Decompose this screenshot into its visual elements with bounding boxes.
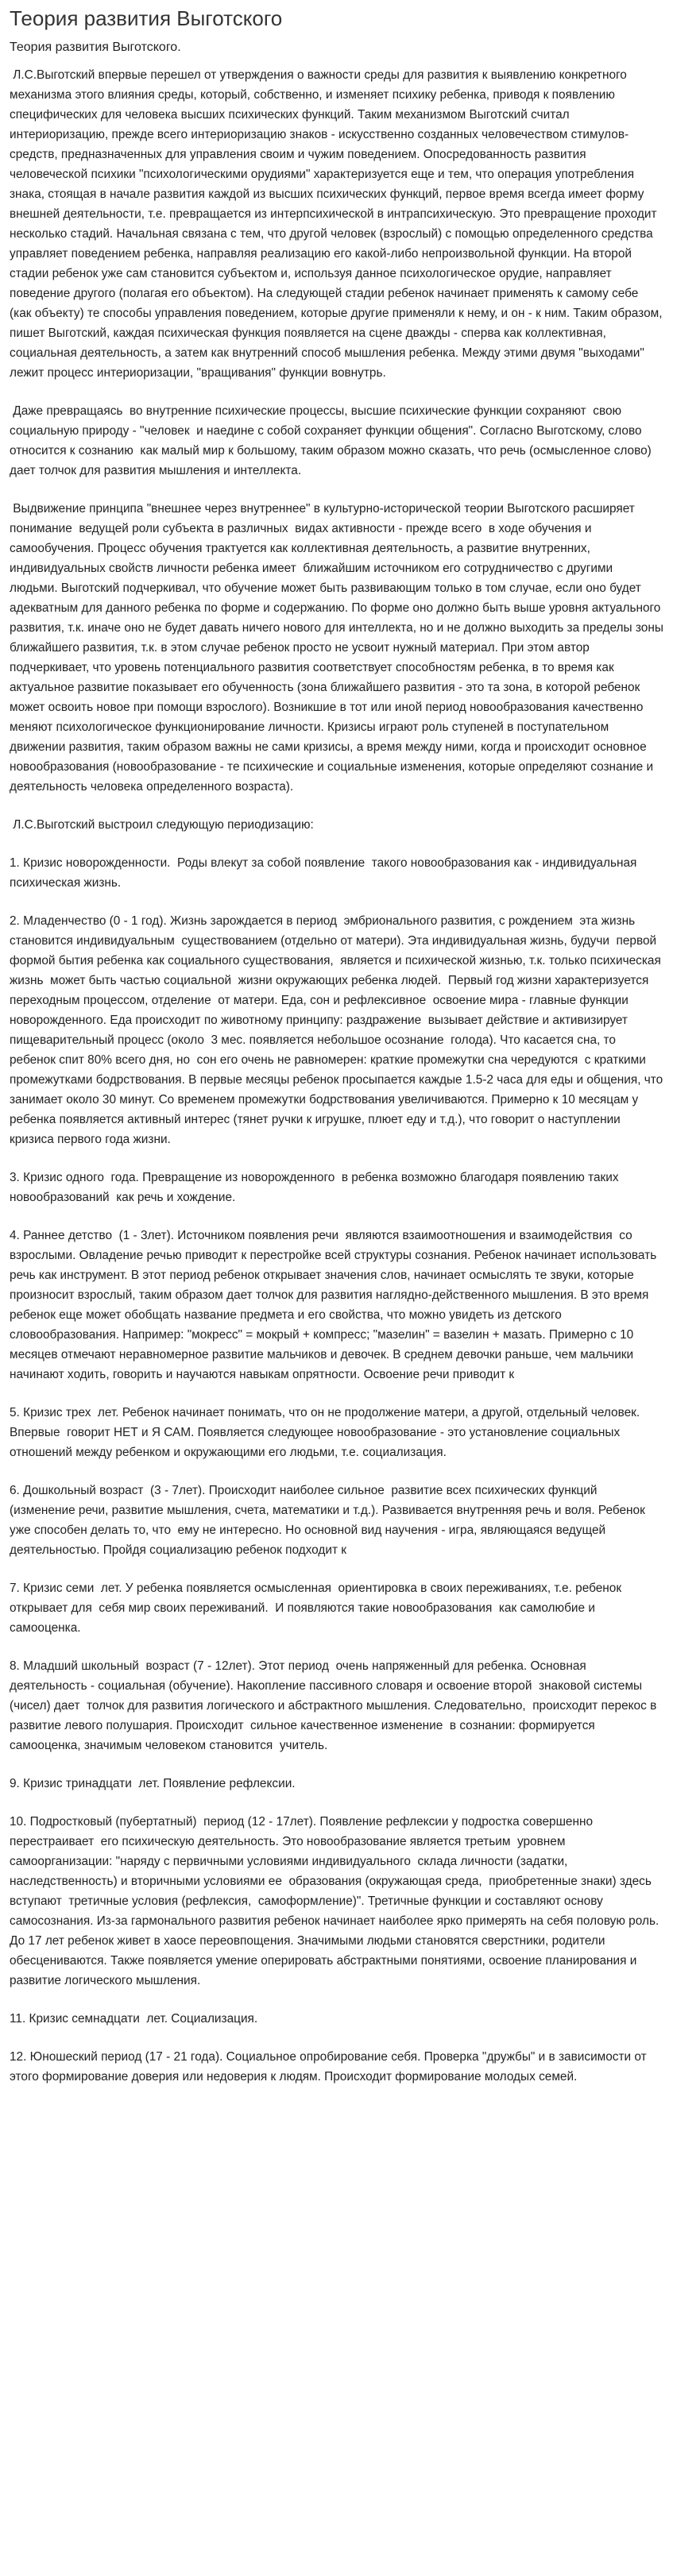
- list-item-early-childhood: 4. Раннее детство (1 - 3лет). Источником появления речи являются взаимоотношения и взаимодействия со взрослыми. Овладение речью приводит к перестройке всей структуры сознания. Ребенок начинает использовать речь как инструмент. В этот период ребенок открывает значения слов, начинает осмыслять те звуки, которые произносит взрослый, таким образом дает толчок для развития наглядно-действенного мышления. В это время ребенок еще может обобщать название предмета и его свойства, что можно увидеть из детского словообразования. Например: "мокресс" = мокрый + компресс; "мазелин" = вазелин + мазать. Примерно с 10 месяцев отмечают неравномерное развитие мальчиков и девочек. В среднем девочки раньше, чем мальчики начинают ходить, говорить и научаются навыкам опрятности. Освоение речи приводит к: [10, 1229, 660, 1381]
- list-item-seven-year-crisis: 7. Кризис семи лет. У ребенка появляется осмысленная ориентировка в своих переживаниях, т.е. ребенок открывает для себя мир своих переживаний. И появляются такие новообразования как самолюбие и самооценка.: [10, 1582, 625, 1635]
- article-body: [10, 65, 667, 2087]
- page-subtitle: Теория развития Выготского.: [10, 41, 181, 54]
- paragraph-periodization-intro: Л.С.Выготский выстроил следующую периодизацию:: [10, 818, 314, 832]
- list-item-seventeen-year-crisis: 11. Кризис семнадцати лет. Социализация.: [10, 2012, 258, 2026]
- page-title: Теория развития Выготского: [10, 6, 283, 30]
- paragraph-intro: Л.С.Выготский впервые перешел от утверждения о важности среды для развития к выявлению конкретного механизма этого влияния среды, который, собственно, и изменяет психику ребенка, приводя к появлению специфических для человека высших психических функций. Таким механизмом Выготский считал интериоризацию, прежде всего интериоризацию знаков - искусственно созданных человечеством стимулов-средств, предназначенных для управления своим и чужим поведением. Опосредованность развития человеческой психики "психологическими орудиями" характеризуется еще и тем, что операция употребления знака, стоящая в начале развития каждой из высших психических функций, первое время всегда имеет форму внешней деятельности, т.е. превращается из интерпсихической в интрапсихическую. Это превращение проходит несколько стадий. Начальная связана с тем, что другой человек (взрослый) с помощью определенного средства управляет поведением ребенка, направляя реализацию его какой-либо непроизвольной функции. На второй стадии ребенок уже сам становится субъектом и, используя данное психологическое орудие, направляет поведение другого (полагая его объектом). На следующей стадии ребенок начинает применять к самому себе (как объекту) те способы управления поведением, которые другие применяли к нему, и он - к ним. Таким образом, пишет Выготский, каждая психическая функция появляется на сцене дважды - сперва как коллективная, социальная деятельность, а затем как внутренний способ мышления ребенка. Между этими двумя "выходами" лежит процесс интериоризации, "вращивания" функции вовнутрь.: [10, 68, 666, 380]
- list-item-preschool: 6. Дошкольный возраст (3 - 7лет). Происходит наиболее сильное развитие всех психических функций (изменение речи, развитие мышления, счета, математики и т.д.). Развивается внутренняя речь и воля. Ребенок уже способен делать то, что ему не интересно. Но основной вид научения - игра, являющаяся ведущей деятельностью. Пройдя социализацию ребенок подходит к: [10, 1484, 652, 1557]
- list-item-thirteen-year-crisis: 9. Кризис тринадцати лет. Появление рефлексии.: [10, 1777, 296, 1790]
- list-item-three-year-crisis: 5. Кризис трех лет. Ребенок начинает понимать, что он не продолжение матери, а другой, отдельный человек. Впервые говорит НЕТ и Я САМ. Появляется следующее новообразование - это установление социальных отношений между ребенком и окружающими его людьми, т.е. социализация.: [10, 1406, 644, 1459]
- list-item-youth: 12. Юношеский период (17 - 21 года). Социальное опробирование себя. Проверка "дружбы" и в зависимости от этого формирование доверия или недоверия к людям. Происходит формирование молодых семей.: [10, 2050, 650, 2084]
- list-item-adolescence: 10. Подростковый (пубертатный) период (12 - 17лет). Появление рефлексии у подростка совершенно перестраивает его психическую деятельность. Это новообразование является третьим уровнем самоорганизации: "наряду с первичными условиями индивидуального склада личности (задатки, наследственность) и вторичными условиями ее образования (окружающая среда, приобретенные знаки) здесь вступают третичные условия (рефлексия, самоформление)". Третичные функции и составляют основу самосознания. Из-за гармонального развития ребенок начинает наиболее ярко примерять на себя половую роль. До 17 лет ребенок живет в хаосе переовпощения. Значимыми людьми становятся сверстники, родители обесцениваются. Также появляется умение оперировать абстрактными понятиями, освоение планирования и развитие логического мышления.: [10, 1815, 663, 1987]
- list-item-one-year-crisis: 3. Кризис одного года. Превращение из новорожденного в ребенка возможно благодаря появлению таких новообразований как речь и хождение.: [10, 1171, 622, 1204]
- paragraph-learning: Выдвижение принципа "внешнее через внутреннее" в культурно-исторической теории Выготского расширяет понимание ведущей роли субъекта в различных видах активности - прежде всего в ходе обучения и самообучения. Процесс обучения трактуется как коллективная деятельность, а развитие внутренних, индивидуальных свойств личности ребенка имеет ближайшим источником его сотрудничество с другими людьми. Выготский подчеркивал, что обучение может быть развивающим только в том случае, если оно будет адекватным для данного ребенка по форме и содержанию. По форме оно должно быть выше уровня актуального развития, т.к. иначе оно не будет давать ничего нового для интеллекта, но и не должно выходить за пределы зоны ближайшего развития, т.к. в этом случае ребенок просто не усвоит нужный материал. При этом автор подчеркивает, что уровень потенциального развития соответствует способностям ребенка, в то время как актуальное развитие показывает его обученность (зона ближайшего развития - это та зона, в которой ребенок может освоить новое при помощи взрослого). Возникшие в тот или иной период новообразования качественно меняют психологическое функционирование личности. Кризисы играют роль ступеней в поступательном движении развития, таким образом важны не сами кризисы, а время между ними, когда и происходит основное новообразования (новообразование - те психические и социальные изменения, которые определяют сознание и деятельность человека определенного возраста).: [10, 502, 667, 794]
- list-item-newborn-crisis: 1. Кризис новорожденности. Роды влекут за собой появление такого новообразования как - индивидуальная психическая жизнь.: [10, 856, 640, 890]
- article: [0, 5, 673, 2129]
- paragraph-higher-functions: Даже превращаясь во внутренние психические процессы, высшие психические функции сохраняют свою социальную природу - "человек и наедине с собой сохраняет функции общения". Согласно Выготскому, слово относится к сознанию как малый мир к большому, таким образом можно сказать, что речь (осмысленное слово) дает толчок для развития мышления и интеллекта.: [10, 404, 656, 477]
- list-item-infancy: 2. Младенчество (0 - 1 год). Жизнь зарождается в период эмбрионального развития, с рождением эта жизнь становится индивидуальным существованием (отдельно от матери). Эта индивидуальная жизнь, будучи первой формой бытия ребенка как социального существования, является и психической жизнью, т.к. только психическая жизнь может быть частью социальной жизни окружающих ребенка людей. Первый год жизни характеризуется переходным процессом, отделение от матери. Еда, сон и рефлексивное освоение мира - главные функции новорожденного. Еда происходит по животному принципу: раздражение вызывает действие и активизирует пищеварительный процесс (около 3 мес. появляется небольшое осознание голода). Что касается сна, то ребенок спит 80% всего дня, но сон его очень не равномерен: краткие промежутки сна чередуются с краткими промежутками бодрствования. В первые месяцы ребенок просыпается каждые 1.5-2 часа для еды и общения, что занимает около 30 минут. Со временем промежутки бодрствования увеличиваются. Примерно к 10 месяцам у ребенка появляется активный интерес (тянет ручки к игрушке, плюет еду и т.д.), что говорит о наступлении кризиса первого года жизни.: [10, 914, 667, 1146]
- list-item-primary-school: 8. Младший школьный возраст (7 - 12лет). Этот период очень напряженный для ребенка. Основная деятельность - социальная (обучение). Накопление пассивного словаря и освоение второй знаковой системы (чисел) дает толчок для развития логического и абстрактного мышления. Следовательно, происходит перекос в развитие левого полушария. Происходит сильное качественное изменение в сознании: формируется самооценка, значимым человеком становится учитель.: [10, 1659, 660, 1752]
